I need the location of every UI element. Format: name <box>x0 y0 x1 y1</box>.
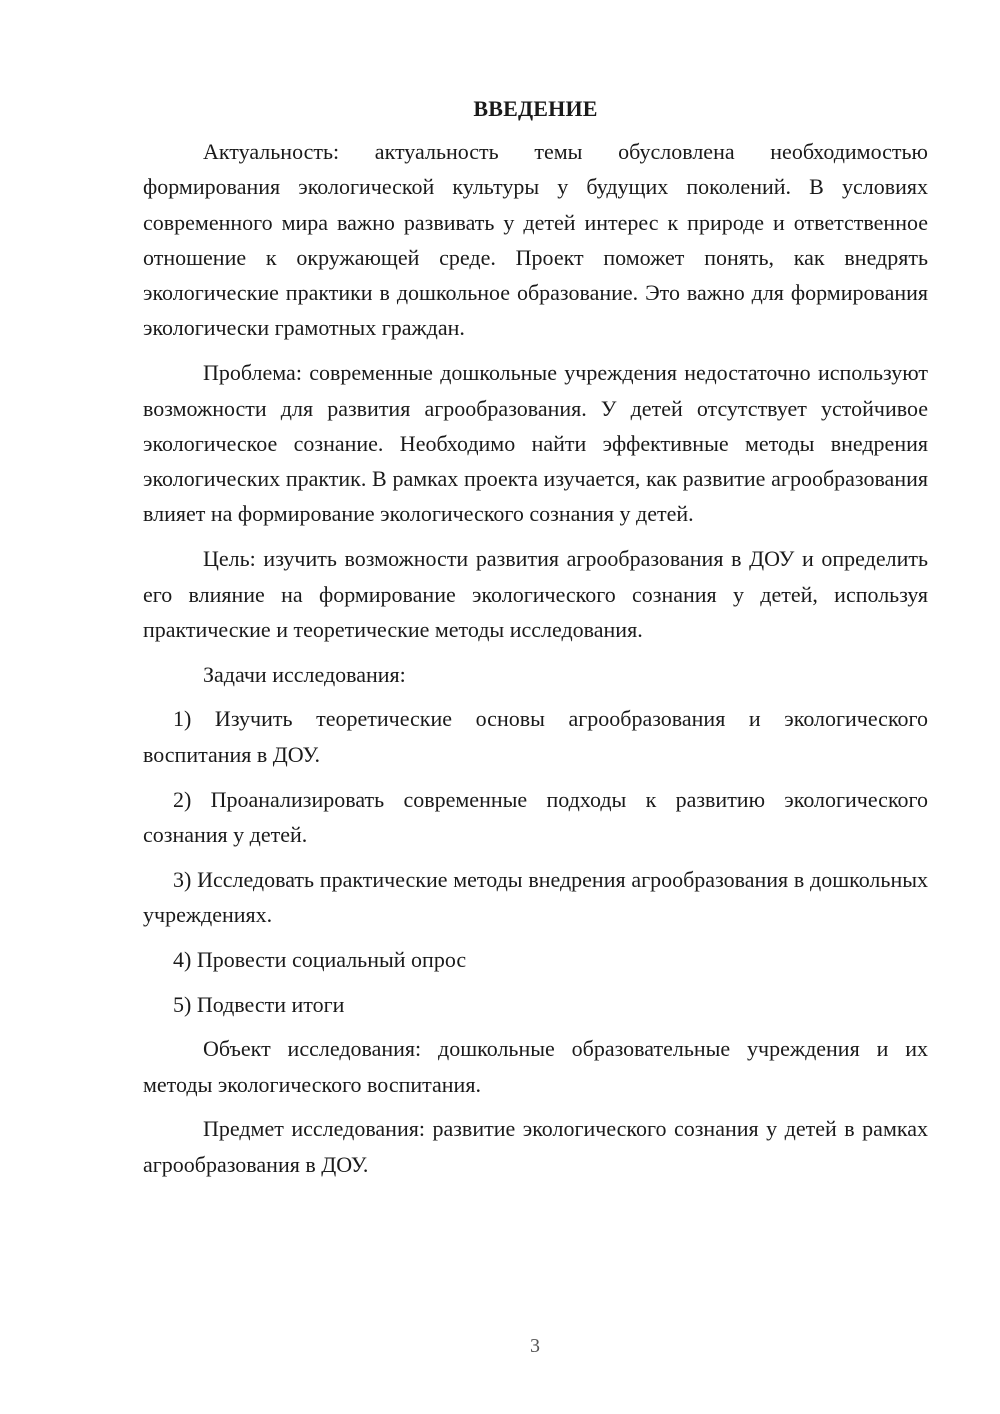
task-item-3: 3) Исследовать практические методы внедрения агрообразования в дошкольных учреждениях. <box>143 866 928 927</box>
paragraph-subject: Предмет исследования: развитие экологического сознания у детей в рамках агрообразования в ДОУ. <box>143 1116 928 1177</box>
task-item-2: 2) Проанализировать современные подходы к развитию экологического сознания у детей. <box>143 786 928 847</box>
paragraph-tasks-heading: Задачи исследования: <box>203 661 406 687</box>
paragraph-goal: Цель: изучить возможности развития агрообразования в ДОУ и определить его влияние на формирование экологического сознания у детей, используя практические и теоретические методы исследования. <box>143 546 928 642</box>
task-item-5: 5) Подвести итоги <box>173 991 345 1017</box>
task-item-1: 1) Изучить теоретические основы агрообразования и экологического воспитания в ДОУ. <box>143 706 928 767</box>
paragraph-problem: Проблема: современные дошкольные учреждения недостаточно используют возможности для развития агрообразования. У детей отсутствует устойчивое экологическое сознание. Необходимо найти эффективные методы внедрения экологических практик. В рамках проекта изучается, как развитие агрообразования влияет на формирование экологического сознания у детей. <box>143 360 928 527</box>
paragraph-object: Объект исследования: дошкольные образовательные учреждения и их методы экологического воспитания. <box>143 1036 928 1097</box>
paragraph-relevance: Актуальность: актуальность темы обусловлена необходимостью формирования экологической культуры у будущих поколений. В условиях современного мира важно развивать у детей интерес к природе и ответственное отношение к окружающей среде. Проект поможет понять, как внедрять экологические практики в дошкольное образование. Это важно для формирования экологически грамотных граждан. <box>143 139 928 341</box>
section-title: ВВЕДЕНИЕ <box>473 96 598 121</box>
page-number: 3 <box>530 1335 540 1357</box>
task-item-4: 4) Провести социальный опрос <box>173 946 467 972</box>
